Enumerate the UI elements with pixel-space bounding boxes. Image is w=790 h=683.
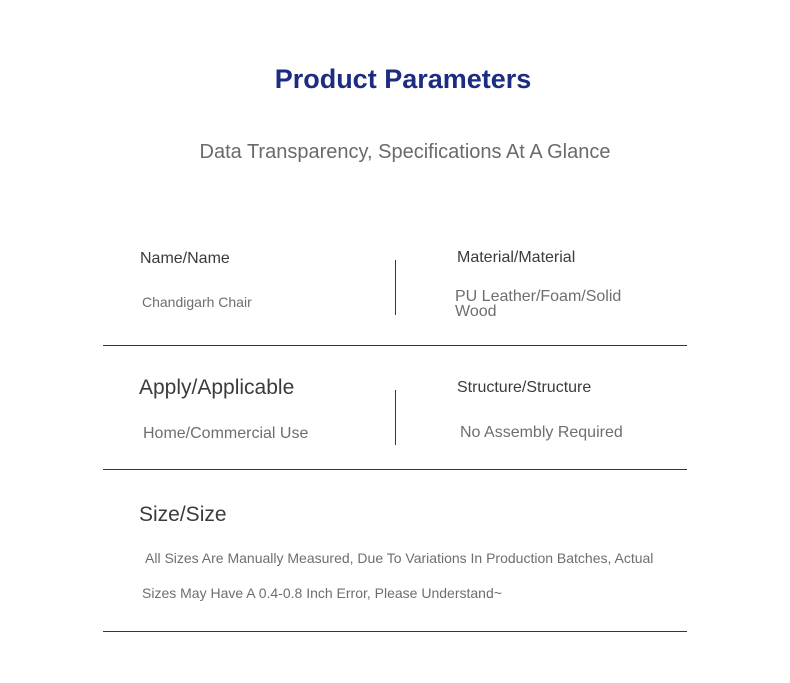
row2-divider <box>103 469 687 470</box>
structure-label: Structure/Structure <box>457 379 592 396</box>
material-label: Material/Material <box>457 249 576 266</box>
apply-value: Home/Commercial Use <box>143 425 309 442</box>
size-label: Size/Size <box>139 503 227 526</box>
row1-divider <box>103 345 687 346</box>
row2-vertical-divider <box>395 390 396 445</box>
row1-vertical-divider <box>395 260 396 315</box>
size-note-line2: Sizes May Have A 0.4-0.8 Inch Error, Please Understand~ <box>142 585 502 601</box>
page-subtitle: Data Transparency, Specifications At A Glance <box>199 141 611 163</box>
name-label: Name/Name <box>140 250 230 267</box>
size-note-line1: All Sizes Are Manually Measured, Due To Variations In Production Batches, Actual <box>145 550 654 566</box>
material-value: PU Leather/Foam/Solid Wood <box>455 288 622 320</box>
row3-divider <box>103 631 687 632</box>
structure-value: No Assembly Required <box>460 424 623 441</box>
apply-label: Apply/Applicable <box>139 376 295 399</box>
page-title: Product Parameters <box>274 64 532 94</box>
name-value: Chandigarh Chair <box>142 294 252 310</box>
